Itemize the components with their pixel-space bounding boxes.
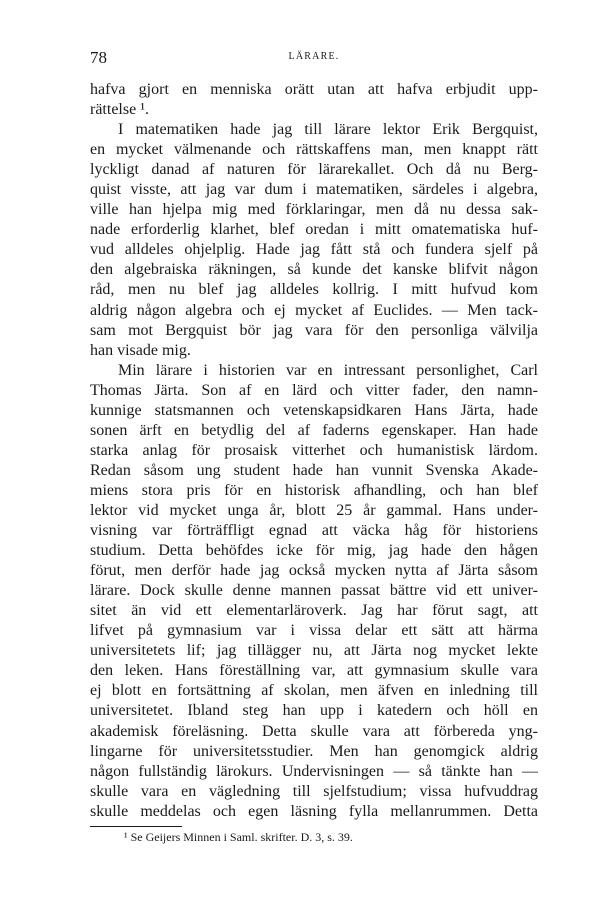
text-line: universitetets lif; jag tillägger nu, att Järta nog mycket lekte (90, 642, 538, 660)
text-line: I matematiken hade jag till lärare lektor Erik Bergquist, (118, 121, 538, 139)
text-line: Min lärare i historien var en intressant personlighet, Carl (118, 361, 538, 379)
running-head: LÄRARE. (288, 51, 340, 62)
text-line: lingarne för universitetsstudier. Men han genomgick aldrig (90, 742, 538, 760)
footnote: ¹ Se Geijers Minnen i Saml. skrifter. D. 3, s. 39. (124, 830, 353, 844)
text-line: skulle vara en vägledning till sjelfstudium; vissa hufvuddrag (90, 782, 538, 800)
text-line: universitetet. Ibland steg han upp i katedern och höll en (90, 702, 538, 720)
text-line: miens stora pris för en historisk afhandling, och han blef (90, 481, 538, 499)
text-line: råd, men nu blef jag alldeles kollrig. I mitt hufvud kom (90, 281, 538, 299)
text-line: en mycket välmenande och rättskaffens man, men knappt rätt (90, 141, 538, 159)
text-line: quist visste, att jag var dum i matematiken, särdeles i algebra, (90, 181, 538, 199)
text-line: sonen ärft en betydlig del af faderns egenskaper. Han hade (90, 421, 538, 439)
text-line: nade erforderlig klarhet, blef oredan i mitt omatematiska huf- (90, 221, 538, 239)
text-line: ville han hjelpa mig med förklaringar, men då nu dessa sak- (90, 201, 538, 219)
text-line: Redan såsom ung student hade han vunnit Svenska Akade- (90, 461, 538, 479)
footnote-rule (90, 826, 182, 827)
text-line: den leken. Hans föreställning var, att gymnasium skulle vara (90, 662, 538, 680)
text-line: ej blott en fortsättning af skolan, men äfven en inledning till (90, 682, 538, 700)
page-header (90, 48, 538, 68)
body-text (90, 80, 538, 822)
text-line: studium. Detta behöfdes icke för mig, jag hade den hågen (90, 542, 538, 560)
text-line: kunnige statsmannen och vetenskapsidkaren Hans Järta, hade (90, 401, 538, 419)
text-line: Thomas Järta. Son af en lärd och vitter fader, den namn- (90, 381, 538, 399)
text-line: sitet än vid ett elementarläroverk. Jag har förut sagt, att (90, 602, 538, 620)
text-line: lyckligt danad af naturen för lärarekallet. Och då nu Berg- (90, 161, 538, 179)
text-line: den algebraiska räkningen, så kunde det kanske blifvit någon (90, 261, 538, 279)
text-line: lärare. Dock skulle denne mannen passat bättre vid ett univer- (90, 582, 538, 600)
text-line: visning var förträffligt egnad att väcka håg för historiens (90, 522, 538, 540)
text-line: sam mot Bergquist bör jag vara för den personliga välvilja (90, 321, 538, 339)
text-line: vud alldeles ohjelplig. Hade jag fått stå och fundera sjelf på (90, 241, 538, 259)
text-line: starka anlag för prosaisk vitterhet och humanistisk lärdom. (90, 441, 538, 459)
text-line: förut, men derför hade jag också mycken nytta af Järta såsom (90, 562, 538, 580)
text-line: han visade mig. (90, 341, 191, 359)
text-line: lifvet på gymnasium var i vissa delar ett sätt att härma (90, 622, 538, 640)
text-line: aldrig någon algebra och ej mycket af Euclides. — Men tack- (90, 301, 538, 319)
text-line: någon fullständig lärokurs. Undervisningen — så tänkte han — (90, 762, 538, 780)
text-line: rättelse ¹. (90, 101, 149, 119)
text-line: skulle meddelas och egen läsning fylla mellanrummen. Detta (90, 802, 538, 820)
text-line: akademisk föreläsning. Detta skulle vara att förbereda yng- (90, 722, 538, 740)
text-line: lektor vid mycket unga år, blott 25 år gammal. Hans under- (90, 501, 538, 519)
text-line: hafva gjort en menniska orätt utan att hafva erbjudit upp- (90, 81, 538, 98)
page-number: 78 (90, 48, 107, 67)
